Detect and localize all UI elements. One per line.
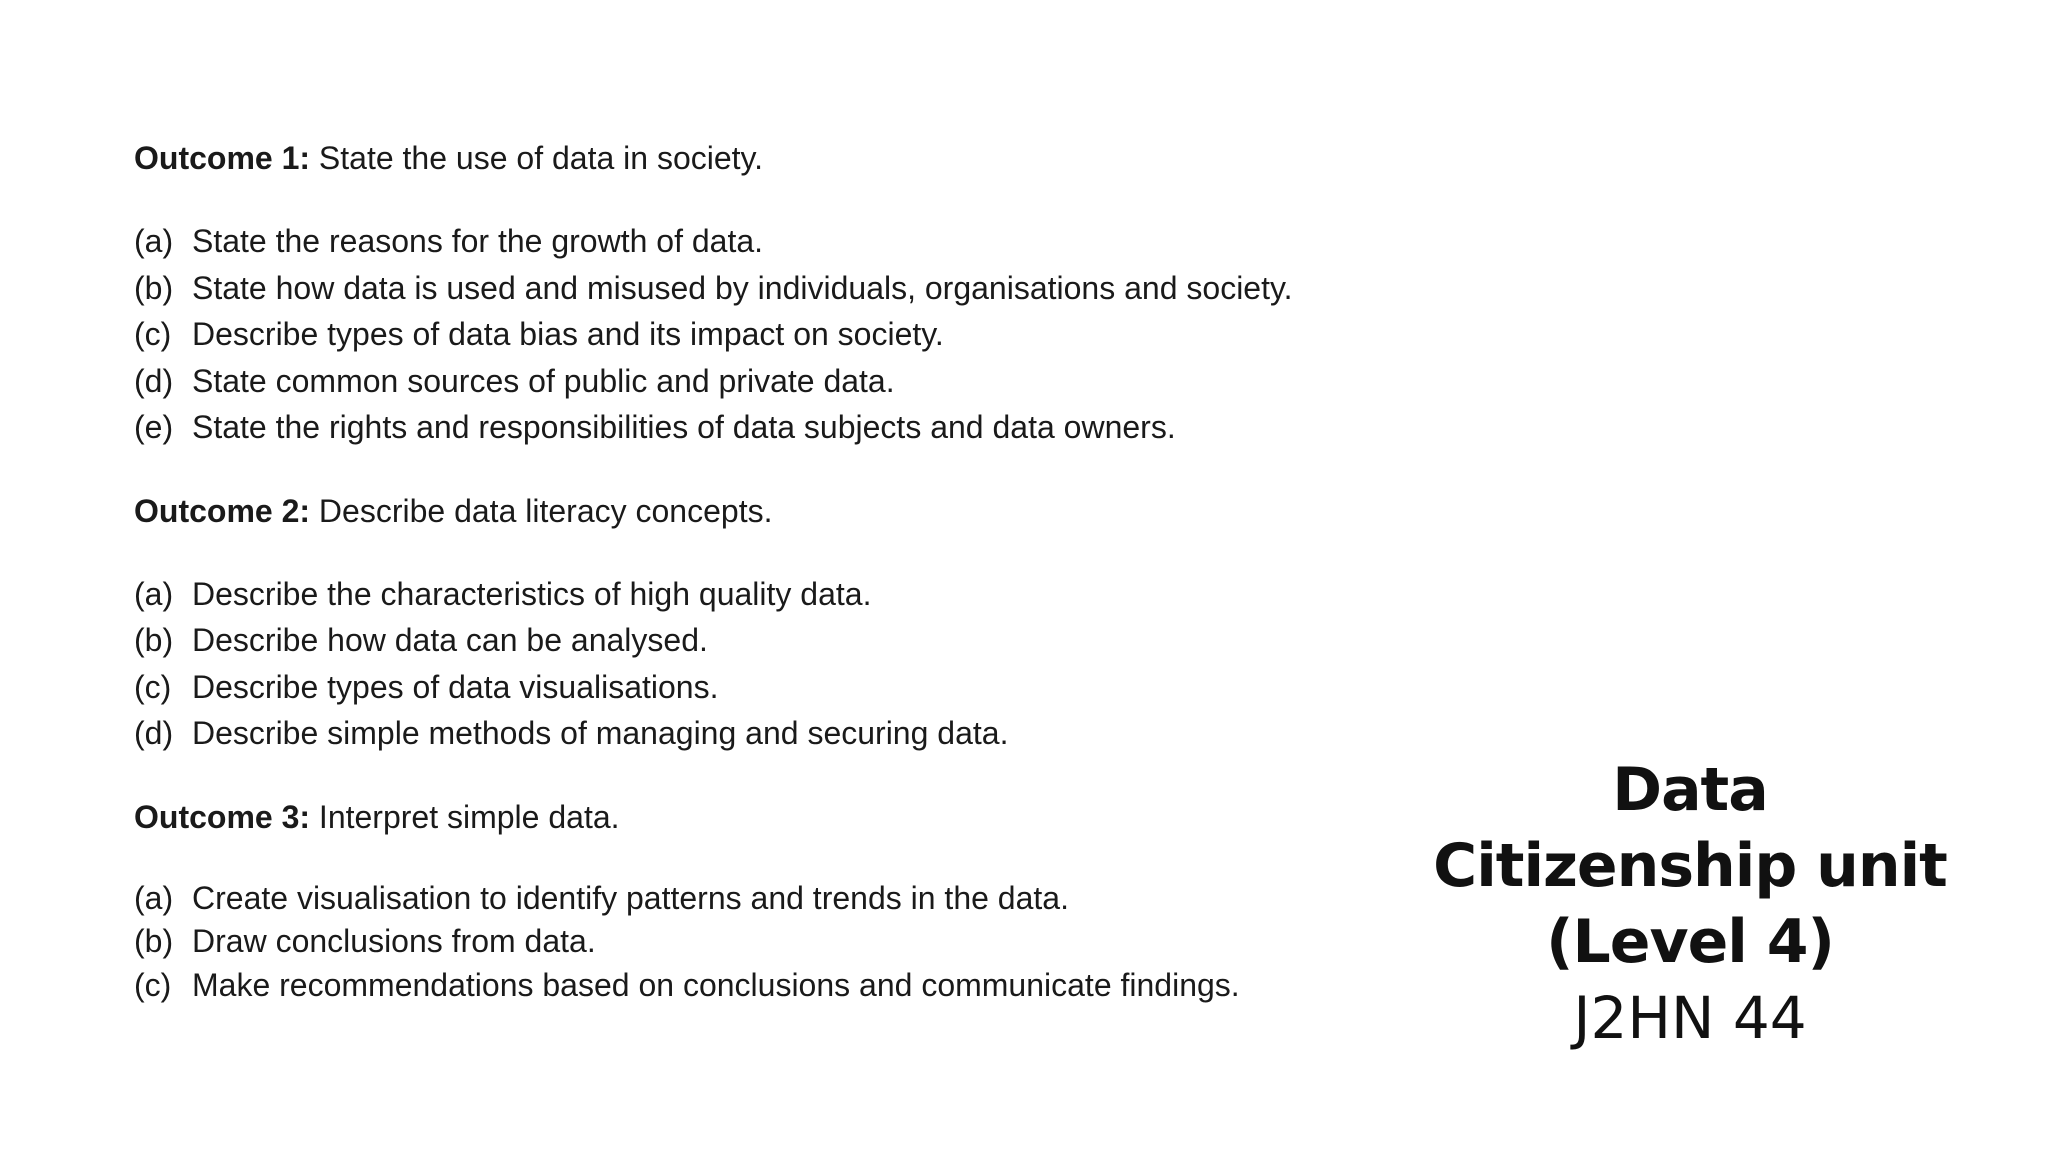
criterion-1d [134, 358, 1434, 405]
criterion-text: Draw conclusions from data. [192, 923, 596, 959]
criterion-letter: (a) [134, 879, 174, 916]
outcome-2-criteria [134, 571, 1434, 757]
criterion-letter: (c) [134, 966, 172, 1003]
criterion-text: Describe the characteristics of high quality data. [192, 575, 872, 612]
criterion-letter: (a) [134, 223, 174, 259]
criterion-text: Describe types of data bias and its impact on society. [192, 316, 944, 352]
criterion-letter: (b) [134, 622, 174, 658]
outcome-2-text: Describe data literacy concepts. [310, 492, 773, 529]
criterion-1b [134, 265, 1434, 312]
unit-code: J2HN 44 [1573, 984, 1807, 1052]
criterion-letter: (b) [134, 269, 174, 306]
criterion-text: Describe how data can be analysed. [192, 622, 708, 658]
criterion-text: State how data is used and misused by individuals, organisations and society. [192, 269, 1293, 306]
criterion-2b [134, 617, 1434, 664]
criterion-2c [134, 664, 1434, 711]
outcome-2-label: Outcome 2: [134, 492, 311, 529]
criterion-text: Create visualisation to identify patterns and trends in the data. [192, 879, 1069, 916]
criterion-letter: (c) [134, 316, 172, 352]
outcome-2 [134, 489, 1434, 757]
outcome-3-criteria [134, 877, 1434, 1008]
unit-title-line-1: Data [1612, 755, 1768, 825]
criterion-letter: (a) [134, 575, 174, 612]
criterion-1c [134, 311, 1434, 358]
criterion-letter: (b) [134, 923, 174, 959]
criterion-letter: (d) [134, 362, 174, 399]
outcome-1-criteria [134, 218, 1434, 451]
outcome-3-heading [134, 795, 1434, 839]
outcomes-list [134, 136, 1434, 1007]
criterion-text: Make recommendations based on conclusions and communicate findings. [192, 966, 1240, 1003]
criterion-text: Describe types of data visualisations. [192, 668, 719, 705]
criterion-text: Describe simple methods of managing and securing data. [192, 715, 1009, 751]
criterion-1e [134, 404, 1434, 451]
outcome-3 [134, 795, 1434, 1008]
unit-title-block [1400, 752, 1980, 1056]
outcome-1-text: State the use of data in society. [310, 140, 764, 176]
unit-level: (Level 4) [1546, 907, 1834, 977]
outcome-1-heading [134, 136, 1434, 180]
outcome-1-label: Outcome 1: [134, 140, 311, 176]
criterion-letter: (c) [134, 668, 172, 705]
criterion-3b [134, 920, 1434, 964]
criterion-1a [134, 218, 1434, 265]
outcome-1 [134, 136, 1434, 451]
criterion-2d [134, 710, 1434, 757]
criterion-text: State common sources of public and private data. [192, 362, 895, 399]
criterion-3a [134, 877, 1434, 921]
outcome-2-heading [134, 489, 1434, 533]
outcome-3-text: Interpret simple data. [310, 798, 620, 835]
criterion-2a [134, 571, 1434, 618]
criterion-text: State the reasons for the growth of data. [192, 223, 764, 259]
criterion-text: State the rights and responsibilities of data subjects and data owners. [192, 409, 1176, 445]
unit-title-line-2: Citizenship unit [1433, 831, 1947, 901]
outcome-3-label: Outcome 3: [134, 798, 311, 835]
criterion-3c [134, 964, 1434, 1008]
criterion-letter: (e) [134, 409, 174, 445]
criterion-letter: (d) [134, 715, 174, 751]
